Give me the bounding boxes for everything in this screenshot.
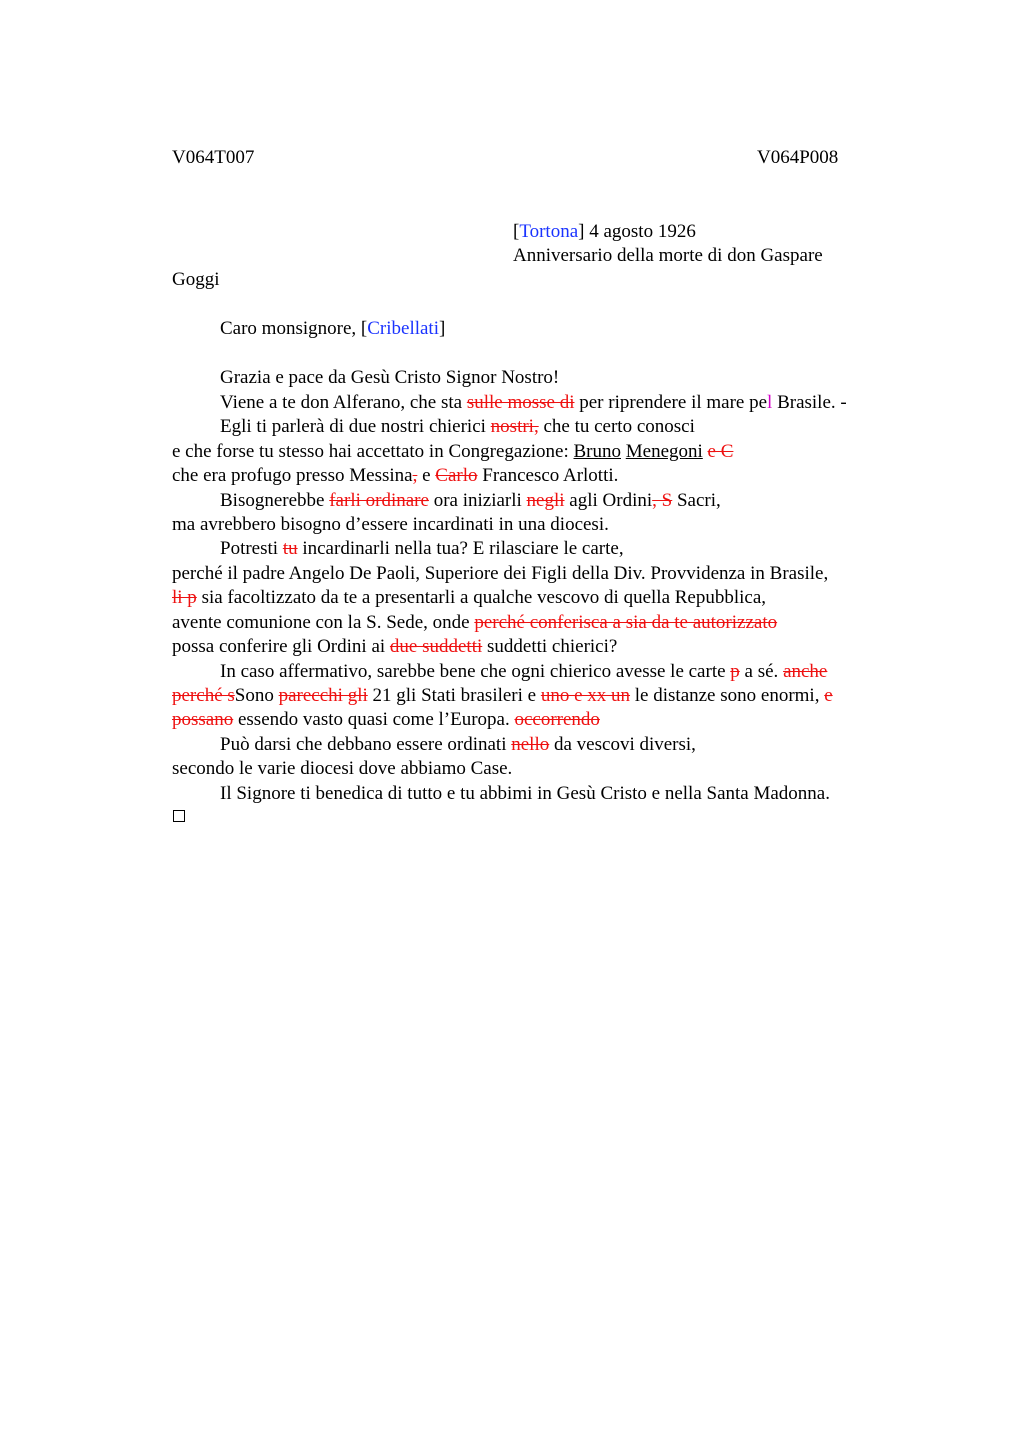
deletion: e C <box>707 441 734 462</box>
deletion: negli <box>526 490 565 511</box>
text: le distanze sono enormi, <box>630 685 825 706</box>
deletion: parecchi gli <box>278 685 368 706</box>
text: da vescovi diversi, <box>549 734 696 755</box>
deletion: perché s <box>172 685 235 706</box>
deletion: possano <box>172 709 234 730</box>
body-line-16 <box>220 733 696 757</box>
deletion: p <box>730 661 740 682</box>
header-right-code: V064P008 <box>757 147 839 168</box>
deletion: nostri, <box>490 416 539 437</box>
body-line-5 <box>172 464 618 488</box>
text: per riprendere il mare pe <box>574 392 768 413</box>
text: Brasile. - <box>772 392 847 413</box>
deletion: tu <box>282 538 298 559</box>
deletion: farli ordinare <box>329 490 429 511</box>
text: agli Ordini <box>564 490 653 511</box>
text: Sono <box>234 685 279 706</box>
dateline-open-bracket: [ <box>513 221 520 242</box>
salutation <box>220 317 445 341</box>
deletion: uno e xx un <box>540 685 631 706</box>
body-line-10 <box>172 586 766 610</box>
deletion: nello <box>511 734 550 755</box>
text: possa conferire gli Ordini ai <box>172 636 390 657</box>
body-line-4 <box>172 440 733 464</box>
body-line-8 <box>220 537 624 561</box>
dateline <box>513 220 696 244</box>
text: Potresti <box>220 538 283 559</box>
deletion: sulle mosse di <box>466 392 575 413</box>
deletion: occorrendo <box>514 709 600 730</box>
deletion: anche <box>783 661 828 682</box>
body-line-6 <box>220 489 721 513</box>
dateline-note-1: Anniversario della morte di don Gaspare <box>513 245 823 266</box>
underlined-name: Bruno <box>573 441 621 462</box>
body-line-2 <box>220 391 847 415</box>
body-line-7: ma avrebbero bisogno d’essere incardinati in una diocesi. <box>172 514 609 535</box>
deletion: li p <box>172 587 197 608</box>
body-line-14 <box>172 684 833 708</box>
end-box-icon <box>173 810 185 822</box>
text: Può darsi che debbano essere ordinati <box>220 734 512 755</box>
text: 21 gli Stati brasileri e <box>367 685 541 706</box>
underlined-name: Menegoni <box>625 441 703 462</box>
text: In caso affermativo, sarebbe bene che ogni chierico avesse le carte <box>220 661 731 682</box>
body-line-3 <box>220 415 695 439</box>
deletion: , S <box>652 490 673 511</box>
body-line-9: perché il padre Angelo De Paoli, Superiore dei Figli della Div. Provvidenza in Brasile, <box>172 563 829 584</box>
salutation-open-bracket: [ <box>360 318 368 339</box>
deletion: e <box>824 685 833 706</box>
text: incardinarli nella tua? E rilasciare le carte, <box>297 538 624 559</box>
text: Bisognerebbe <box>220 490 330 511</box>
text: avente comunione con la S. Sede, onde <box>172 612 475 633</box>
body-line-15 <box>172 708 600 732</box>
text: e <box>417 465 436 486</box>
body-line-11 <box>172 611 777 635</box>
deletion: Carlo <box>435 465 478 486</box>
deletion: , <box>412 465 418 486</box>
salutation-close-bracket: ] <box>439 318 446 339</box>
dateline-note-2: Goggi <box>172 269 220 290</box>
text: ora iniziarli <box>428 490 527 511</box>
text: Viene a te don Alferano, che sta <box>220 392 467 413</box>
salutation-name: Cribellati <box>367 318 439 339</box>
body-line-18: Il Signore ti benedica di tutto e tu abbimi in Gesù Cristo e nella Santa Madonna. <box>220 783 830 804</box>
text: sia facoltizzato da te a presentarli a qualche vescovo di quella Repubblica, <box>196 587 767 608</box>
text: essendo vasto quasi come l’Europa. <box>233 709 515 730</box>
deletion: perché conferisca a sia da te autorizzato <box>474 612 778 633</box>
body-line-12 <box>172 635 617 659</box>
text: Francesco Arlotti. <box>477 465 619 486</box>
text: Egli ti parlerà di due nostri chierici <box>220 416 491 437</box>
body-line-1: Grazia e pace da Gesù Cristo Signor Nostro! <box>220 367 560 388</box>
text: a sé. <box>739 661 784 682</box>
text: che era profugo presso Messina <box>172 465 413 486</box>
text: Sacri, <box>672 490 721 511</box>
text: e che forse tu stesso hai accettato in Congregazione: <box>172 441 574 462</box>
deletion: due suddetti <box>389 636 483 657</box>
body-line-13 <box>220 660 827 684</box>
body-line-17: secondo le varie diocesi dove abbiamo Case. <box>172 758 513 779</box>
dateline-date: 4 agosto 1926 <box>584 221 696 242</box>
insertion: l <box>767 392 773 413</box>
dateline-place: Tortona <box>519 221 579 242</box>
text: suddetti chierici? <box>482 636 618 657</box>
header-left-code: V064T007 <box>172 147 255 168</box>
text: che tu certo conosci <box>538 416 695 437</box>
dateline-close-bracket: ] <box>578 221 585 242</box>
salutation-text: Caro monsignore, <box>220 318 361 339</box>
